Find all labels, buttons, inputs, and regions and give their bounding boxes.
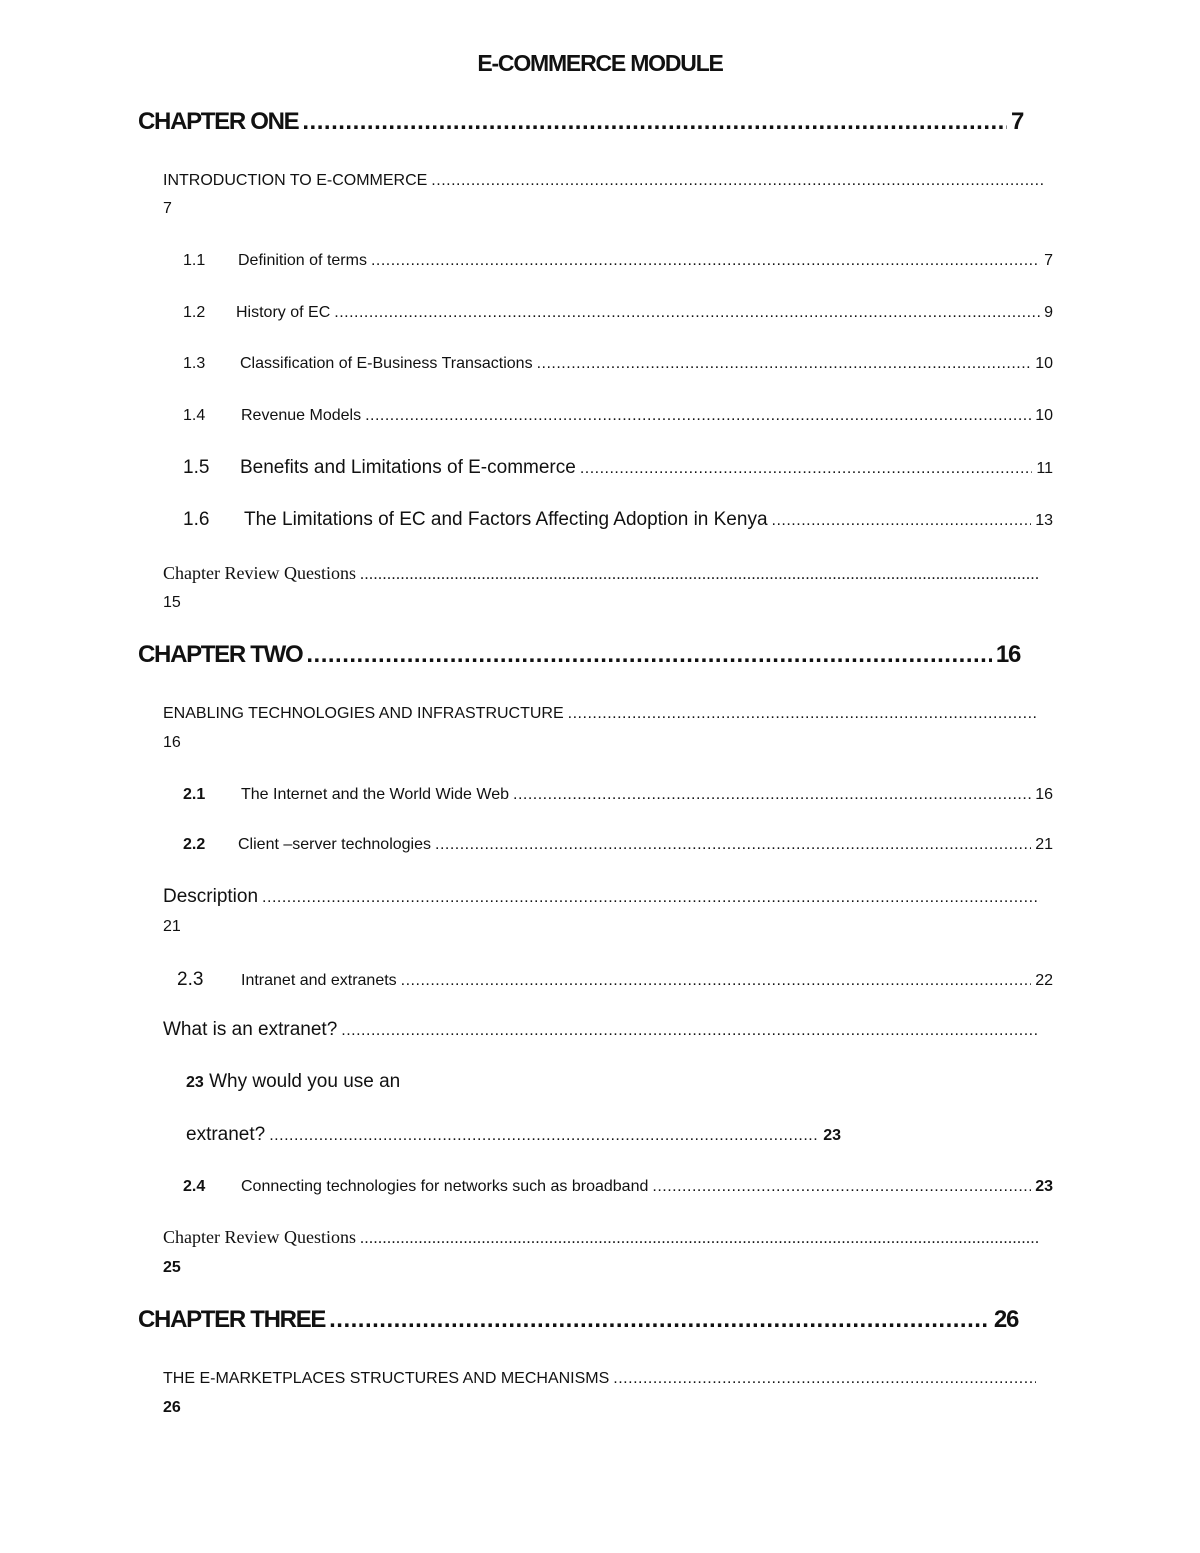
toc-label: The Internet and the World Wide Web [241, 786, 509, 803]
toc-leader [580, 460, 1033, 478]
toc-label: Chapter Review Questions [163, 563, 356, 583]
toc-label: extranet? [186, 1124, 266, 1145]
toc-label: INTRODUCTION TO E-COMMERCE [163, 172, 428, 189]
toc-leader [613, 1370, 1036, 1388]
toc-description[interactable] [163, 886, 1040, 908]
toc-number: 1.4 [183, 407, 206, 424]
toc-chapter-one[interactable] [138, 108, 1023, 136]
toc-section-1-2[interactable] [183, 304, 1053, 322]
toc-why-extranet-cont[interactable] [186, 1124, 841, 1146]
document-title: E-COMMERCE MODULE [477, 50, 723, 76]
toc-page: 13 [1035, 512, 1053, 529]
toc-section-1-1[interactable] [183, 252, 1053, 270]
toc-label: Benefits and Limitations of E-commerce [240, 457, 576, 478]
toc-page: 22 [1035, 972, 1053, 989]
toc-page: 26 [993, 1306, 1018, 1333]
toc-chapter-one-intro[interactable] [163, 172, 1043, 190]
toc-section-2-1[interactable] [183, 786, 1053, 804]
toc-number: 2.2 [183, 836, 206, 853]
toc-page: 16 [1035, 786, 1053, 803]
toc-label: CHAPTER THREE [138, 1306, 326, 1333]
toc-leader [652, 1178, 1031, 1196]
toc-chapter-three-intro[interactable] [163, 1370, 1036, 1388]
toc-number: 2.3 [177, 969, 204, 990]
toc-number: 2.4 [183, 1178, 206, 1195]
toc-label: THE E-MARKETPLACES STRUCTURES AND MECHANISMS [163, 1370, 610, 1387]
toc-why-extranet[interactable] [186, 1071, 400, 1093]
toc-leader [513, 786, 1031, 804]
toc-section-2-4[interactable] [183, 1178, 1053, 1196]
toc-leader [568, 705, 1036, 723]
toc-page: 7 [1044, 252, 1053, 269]
toc-chapter-two-intro[interactable] [163, 705, 1036, 723]
toc-label: Description [163, 886, 259, 907]
toc-page: 26 [163, 1399, 181, 1416]
toc-leader [772, 512, 1032, 530]
toc-label: CHAPTER TWO [138, 641, 303, 668]
toc-label: Connecting technologies for networks such as broadband [241, 1178, 649, 1195]
toc-number: 1.1 [183, 252, 206, 269]
toc-leader [302, 108, 1007, 136]
toc-page: 23 [186, 1074, 204, 1091]
toc-page: 7 [163, 200, 172, 217]
toc-page: 7 [1010, 108, 1023, 135]
toc-number: 1.3 [183, 355, 206, 372]
toc-label: History of EC [236, 304, 331, 321]
toc-page: 21 [1035, 836, 1053, 853]
toc-page: 11 [1036, 460, 1053, 477]
toc-label: ENABLING TECHNOLOGIES AND INFRASTRUCTURE [163, 705, 564, 722]
toc-section-1-4[interactable] [183, 407, 1053, 425]
toc-label: The Limitations of EC and Factors Affecting Adoption in Kenya [244, 509, 768, 530]
toc-section-2-2[interactable] [183, 836, 1053, 854]
toc-section-1-6[interactable] [183, 509, 1053, 531]
toc-chapter-two-review[interactable] [163, 1227, 1040, 1248]
toc-leader [334, 304, 1040, 322]
toc-page: 10 [1035, 355, 1053, 372]
toc-leader [360, 1230, 1040, 1248]
toc-page: 16 [163, 734, 181, 751]
toc-what-is-extranet[interactable] [163, 1019, 1038, 1041]
toc-page: 23 [1035, 1178, 1053, 1195]
toc-number: 1.2 [183, 304, 206, 321]
toc-number: 1.5 [183, 457, 210, 478]
toc-label: What is an extranet? [163, 1019, 338, 1040]
toc-number: 1.6 [183, 509, 210, 530]
toc-leader [360, 566, 1040, 584]
toc-label: Chapter Review Questions [163, 1227, 356, 1247]
toc-page: 23 [823, 1127, 841, 1144]
toc-leader [537, 355, 1032, 373]
toc-label: Why would you use an [209, 1071, 401, 1092]
toc-page: 10 [1035, 407, 1053, 424]
toc-chapter-one-review[interactable] [163, 563, 1040, 584]
toc-page: 15 [163, 594, 181, 611]
toc-label: Classification of E-Business Transactions [240, 355, 533, 372]
toc-page: 21 [163, 918, 181, 935]
toc-number: 2.1 [183, 786, 206, 803]
toc-label: Intranet and extranets [241, 972, 397, 989]
toc-leader [269, 1127, 819, 1145]
toc-section-1-5[interactable] [183, 457, 1053, 479]
toc-section-2-3[interactable] [177, 969, 1053, 991]
toc-page: 25 [163, 1259, 181, 1276]
toc-chapter-two[interactable] [138, 641, 1020, 669]
toc-label: CHAPTER ONE [138, 108, 299, 135]
toc-leader [329, 1306, 990, 1334]
toc-chapter-three[interactable] [138, 1306, 1018, 1334]
toc-label: Definition of terms [238, 252, 367, 269]
toc-leader [262, 889, 1040, 907]
toc-label: Revenue Models [241, 407, 362, 424]
toc-page: 16 [995, 641, 1020, 668]
toc-leader [401, 972, 1032, 990]
toc-leader [365, 407, 1031, 425]
toc-section-1-3[interactable] [183, 355, 1053, 373]
toc-label: Client –server technologies [238, 836, 431, 853]
toc-leader [435, 836, 1031, 854]
toc-leader [431, 172, 1043, 190]
toc-leader [306, 641, 992, 669]
toc-page: 9 [1044, 304, 1053, 321]
toc-leader [371, 252, 1040, 270]
toc-leader [341, 1022, 1038, 1040]
